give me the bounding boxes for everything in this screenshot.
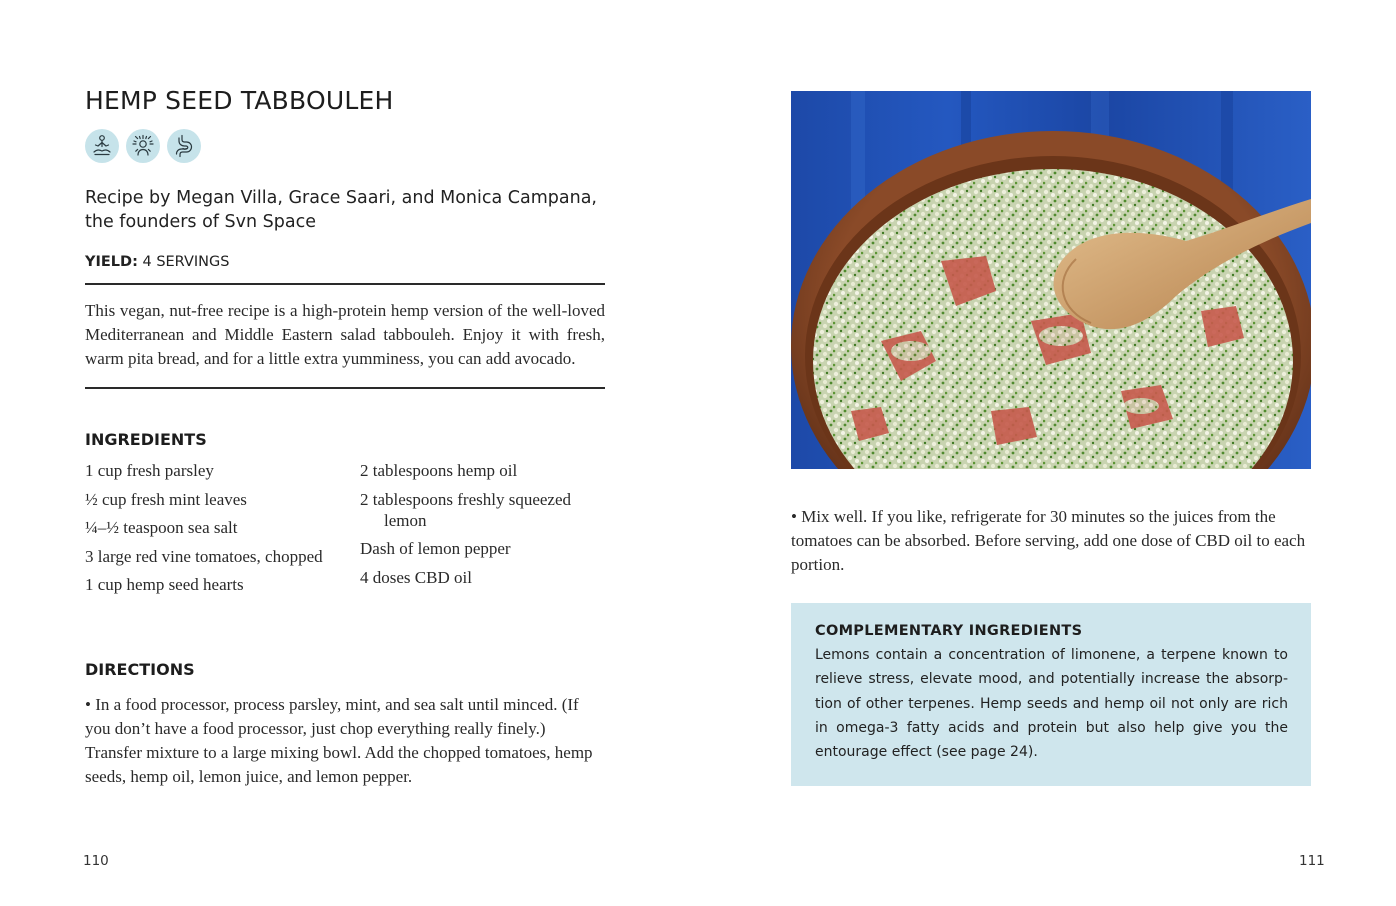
- recipe-title: HEMP SEED TABBOULEH: [85, 86, 394, 115]
- recipe-intro: This vegan, nut-free recipe is a high-protein hemp version of the well-loved Mediterranean and Middle Eastern salad tabbouleh. Enjoy it with fresh, warm pita bread, and for a little extra yumminess, you can add avocado.: [85, 301, 605, 368]
- directions-heading: DIRECTIONS: [85, 660, 195, 679]
- page-number-left: 110: [83, 853, 109, 869]
- divider-bottom: [85, 387, 605, 389]
- yield-label: YIELD:: [85, 254, 138, 270]
- bowl-illustration: [791, 91, 1311, 469]
- direction-step-2: • Mix well. If you like, refrigerate for 30 minutes so the juices from the tomatoes can be absorbed. Before serving, add one dose of CBD oil to each portion.: [791, 507, 1306, 574]
- ingredient-item: 2 tablespoons freshly squeezed lemon: [360, 489, 572, 530]
- ingredient-item: ½ cup fresh mint leaves: [85, 489, 247, 509]
- mind-energy-icon: [130, 133, 156, 159]
- ingredient-item: 1 cup hemp seed hearts: [85, 575, 244, 594]
- meditation-icon: [89, 133, 115, 159]
- meditation-badge: [85, 129, 119, 163]
- ingredient-item: 3 large red vine tomatoes, chopped: [85, 546, 323, 566]
- mind-badge: [126, 129, 160, 163]
- complementary-ingredients-box: [791, 603, 1311, 786]
- page-number-right: 111: [1299, 853, 1325, 869]
- sidebar-body: Lemons contain a concentration of limonene, a terpene known to relieve stress, elevate mood, and potentially increase the absorp-tion of other terpenes. Hemp seeds and hemp oil not only are rich in omega-3 fatty acids and protein but also help give you the entourage effect (see page 24).: [815, 647, 1288, 761]
- ingredient-item: 1 cup fresh parsley: [85, 461, 214, 480]
- ingredients-heading: INGREDIENTS: [85, 430, 207, 449]
- ingredient-item: Dash of lemon pepper: [360, 539, 511, 558]
- divider-top: [85, 283, 605, 285]
- direction-step-1: • In a food processor, process parsley, mint, and sea salt until minced. (If you don’t have a food processor, just chop everything really finely.) Transfer mixture to a large mixing bowl. Add the chopped tomatoes, hemp seeds, hemp oil, lemon juice, and lemon pepper.: [85, 695, 593, 786]
- tabbouleh-photo: [791, 91, 1311, 469]
- recipe-byline: Recipe by Megan Villa, Grace Saari, and Monica Campana, the founders of Svn Space: [85, 188, 597, 232]
- ingredients-column-1: [85, 460, 345, 603]
- ingredient-item: ¼–½ teaspoon sea salt: [85, 518, 238, 537]
- benefit-badges: [85, 129, 201, 163]
- recipe-yield: [85, 254, 229, 270]
- yield-value: 4 SERVINGS: [137, 254, 230, 270]
- digestion-icon: [171, 133, 197, 159]
- digestion-badge: [167, 129, 201, 163]
- ingredients-column-2: [360, 460, 610, 595]
- ingredient-item: 4 doses CBD oil: [360, 567, 472, 587]
- ingredient-item: 2 tablespoons hemp oil: [360, 461, 518, 480]
- sidebar-title: COMPLEMENTARY INGREDIENTS: [815, 623, 1083, 639]
